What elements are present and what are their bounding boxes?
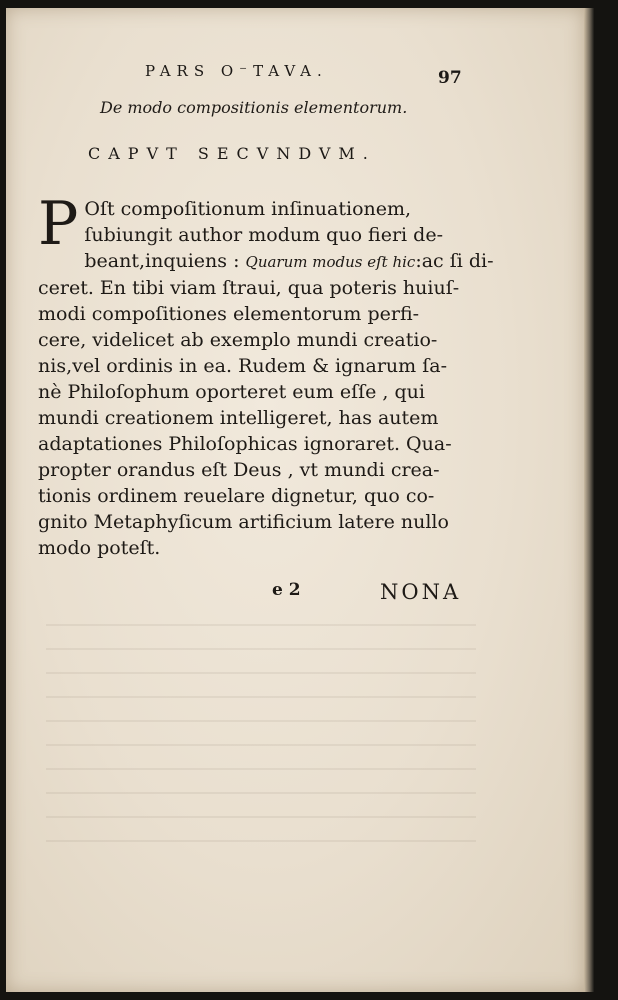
drop-initial: P <box>38 189 79 259</box>
text-line-post: :ac ſi di- <box>415 250 494 272</box>
body-text <box>38 189 494 561</box>
signature-mark: e 2 <box>272 580 301 600</box>
running-head: PARS O⁻TAVA. <box>145 62 328 80</box>
text-line: ceret. En tibi viam ſtraui, qua poteris huiuſ- <box>38 277 460 299</box>
text-line: cere, videlicet ab exemplo mundi creatio- <box>38 329 438 351</box>
catchword: NONA <box>380 580 462 604</box>
text-line: Oſt compoſitionum inſinuationem, <box>84 198 412 220</box>
text-line: modi compoſitiones elementorum perfi- <box>38 303 420 325</box>
text-line: modo poteſt. <box>38 537 161 559</box>
show-through-text <box>46 608 476 848</box>
section-subtitle: De modo compositionis elementorum. <box>100 98 408 117</box>
text-line-pre: beant,inquiens : <box>84 250 246 272</box>
text-line: ſubiungit author modum quo fieri de- <box>84 224 443 246</box>
text-line: tionis ordinem reuelare dignetur, quo co- <box>38 485 435 507</box>
text-line: propter orandus eſt Deus , vt mundi crea- <box>38 459 440 481</box>
text-line: nè Philoſophum oporteret eum eſſe , qui <box>38 381 425 403</box>
page-number: 97 <box>438 68 462 88</box>
quoted-phrase: Quarum modus eſt hic <box>245 253 416 271</box>
text-line <box>38 248 494 275</box>
text-line: nis,vel ordinis in ea. Rudem & ignarum ſa- <box>38 355 447 377</box>
page-edge <box>584 8 594 992</box>
text-line: gnito Metaphyſicum artificium latere nullo <box>38 511 449 533</box>
chapter-heading: CAPVT SECVNDVM. <box>88 144 376 163</box>
text-line: adaptationes Philoſophicas ignoraret. Qua- <box>38 433 452 455</box>
text-line: mundi creationem intelligeret, has autem <box>38 407 439 429</box>
